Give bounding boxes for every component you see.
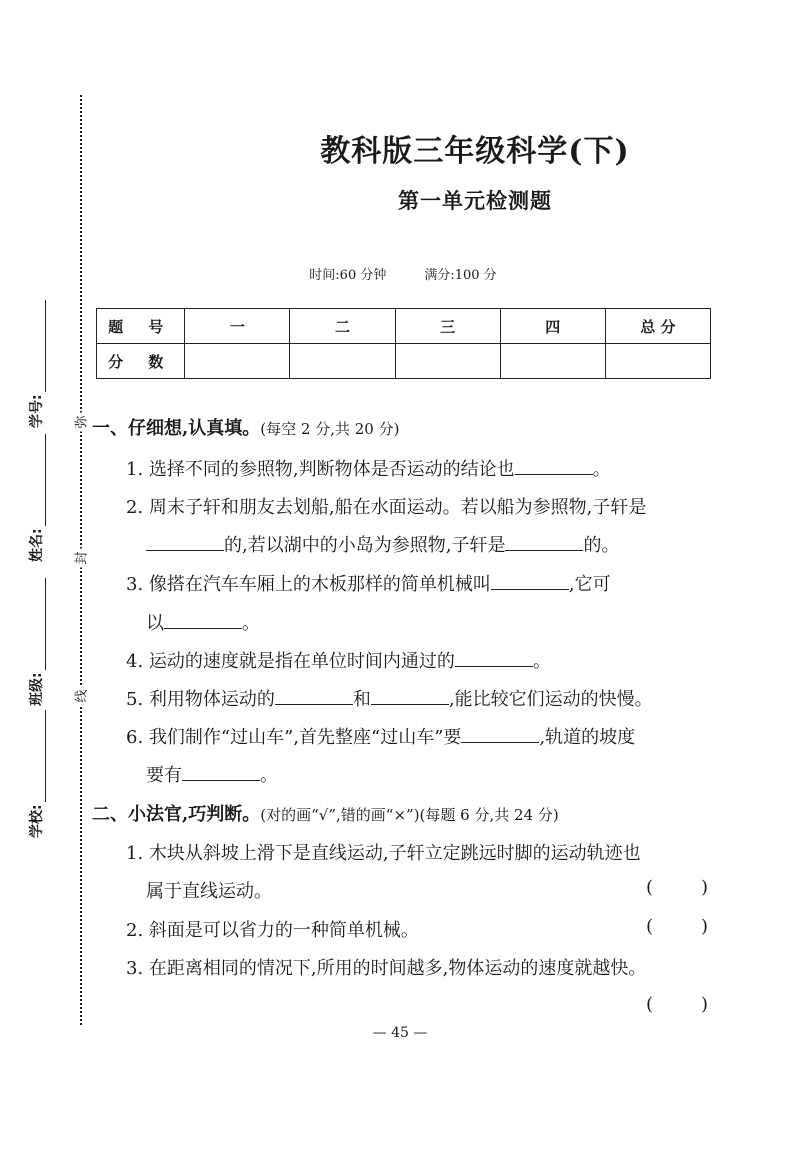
answer-parentheses[interactable] <box>646 877 708 898</box>
answer-blank[interactable] <box>182 766 260 781</box>
paren-open: ( <box>646 877 654 898</box>
question-text: 属于直线运动。 <box>146 881 272 902</box>
section-1-heading <box>92 414 732 440</box>
paren-close: ) <box>700 916 708 937</box>
section-1-note: (每空 2 分,共 20 分) <box>260 420 400 438</box>
score-table-cell: 三 <box>395 309 500 344</box>
score-input-cell[interactable] <box>605 344 710 379</box>
question-text: ,能比较它们运动的快慢。 <box>448 689 653 710</box>
answer-blank[interactable] <box>164 614 242 629</box>
answer-blank[interactable] <box>146 536 224 551</box>
question-text: 1. 选择不同的参照物,判断物体是否运动的结论也 <box>126 459 515 480</box>
score-input-cell[interactable] <box>290 344 395 379</box>
question-text: 的,若以湖中的小岛为参照物,子轩是 <box>224 535 506 556</box>
student-name-blank[interactable] <box>31 434 46 526</box>
binding-mark-feng: 封 <box>71 548 90 567</box>
paren-open: ( <box>646 994 654 1015</box>
question-text: 以 <box>146 613 164 634</box>
s1-question-2-cont <box>146 531 741 557</box>
score-row-label: 分 数 <box>97 344 185 379</box>
answer-blank[interactable] <box>491 575 569 590</box>
score-table-cell: 一 <box>185 309 290 344</box>
score-input-cell[interactable] <box>500 344 605 379</box>
student-school-field[interactable] <box>26 710 46 838</box>
question-text: 。 <box>592 459 611 480</box>
answer-blank[interactable] <box>371 690 449 705</box>
student-class-blank[interactable] <box>31 578 46 670</box>
s1-question-1 <box>126 455 721 481</box>
page-subtitle: 第一单元检测题 <box>398 189 552 213</box>
question-text: 1. 木块从斜坡上滑下是直线运动,子轩立定跳远时脚的运动轨迹也 <box>126 843 641 864</box>
student-school-label: 学校: <box>29 804 45 838</box>
question-text: 要有 <box>146 765 182 786</box>
score-table-cell: 题 号 <box>97 309 185 344</box>
paren-close: ) <box>700 877 708 898</box>
answer-blank[interactable] <box>461 728 539 743</box>
section-2-heading <box>92 800 732 826</box>
score-table-score-row <box>97 344 711 379</box>
s1-question-3 <box>126 570 721 596</box>
s2-question-2 <box>126 916 721 942</box>
student-name-field[interactable] <box>26 434 46 562</box>
question-text: 3. 在距离相同的情况下,所用的时间越多,物体运动的速度就越快。 <box>126 958 647 979</box>
section-2-title: 二、小法官,巧判断。 <box>92 804 261 825</box>
paren-open: ( <box>646 916 654 937</box>
score-input-cell[interactable] <box>185 344 290 379</box>
s1-question-5 <box>126 685 721 711</box>
question-text: 5. 利用物体运动的 <box>126 689 275 710</box>
question-text: 的。 <box>583 535 620 556</box>
score-table-header-row <box>97 309 711 344</box>
student-class-field[interactable] <box>26 578 46 706</box>
s2-question-1 <box>126 839 721 865</box>
question-text: 和 <box>352 689 371 710</box>
student-id-label: 学号: <box>29 394 45 428</box>
student-school-blank[interactable] <box>31 710 46 802</box>
question-text: 。 <box>242 613 260 634</box>
question-text: ,它可 <box>568 574 611 595</box>
score-input-cell[interactable] <box>395 344 500 379</box>
question-text: 4. 运动的速度就是指在单位时间内通过的 <box>126 651 455 672</box>
s1-question-6 <box>126 723 721 749</box>
score-table <box>96 308 711 379</box>
score-table-cell: 总 分 <box>605 309 710 344</box>
binding-mark-mi: 弥 <box>71 412 90 431</box>
paren-close: ) <box>700 994 708 1015</box>
question-text: 3. 像搭在汽车车厢上的木板那样的简单机械叫 <box>126 574 491 595</box>
question-text: ,轨道的坡度 <box>539 727 636 748</box>
page-title: 教科版三年级科学(下) <box>320 134 630 169</box>
student-class-label: 班级: <box>29 672 45 706</box>
answer-blank[interactable] <box>275 690 353 705</box>
exam-full-score: 满分:100 分 <box>424 268 497 283</box>
s1-question-3-cont <box>146 609 741 635</box>
page-number: — 45 — <box>372 1025 428 1041</box>
student-name-label: 姓名: <box>29 528 45 562</box>
answer-blank[interactable] <box>455 652 533 667</box>
binding-mark-xian: 线 <box>71 686 90 705</box>
question-text: 。 <box>532 651 551 672</box>
s1-question-6-cont <box>146 761 741 787</box>
question-text: 2. 斜面是可以省力的一种简单机械。 <box>126 920 419 941</box>
s1-question-2 <box>126 493 721 519</box>
exam-time: 时间:60 分钟 <box>309 268 387 283</box>
answer-parentheses[interactable] <box>646 916 708 937</box>
answer-blank[interactable] <box>505 536 583 551</box>
answer-blank[interactable] <box>515 460 593 475</box>
student-id-blank[interactable] <box>31 300 46 392</box>
question-text: 6. 我们制作“过山车”,首先整座“过山车”要 <box>126 727 462 748</box>
score-table-cell: 四 <box>500 309 605 344</box>
student-id-field[interactable] <box>26 300 46 428</box>
question-text: 。 <box>260 765 278 786</box>
s2-question-3 <box>126 954 726 980</box>
section-1-title: 一、仔细想,认真填。 <box>92 418 261 439</box>
question-text: 2. 周末子轩和朋友去划船,船在水面运动。若以船为参照物,子轩是 <box>126 497 647 518</box>
score-table-cell: 二 <box>290 309 395 344</box>
section-2-note: (对的画“√”,错的画“×”)(每题 6 分,共 24 分) <box>260 806 559 824</box>
answer-parentheses[interactable] <box>646 994 708 1015</box>
s1-question-4 <box>126 647 721 673</box>
exam-meta <box>95 264 711 283</box>
